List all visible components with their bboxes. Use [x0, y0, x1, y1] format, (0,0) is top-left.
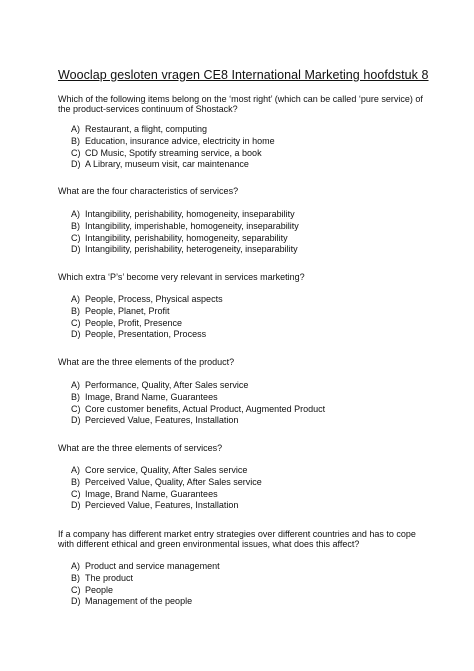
- option-letter: B): [71, 135, 80, 146]
- option-letter: B): [71, 572, 80, 583]
- question-2-options: [71, 209, 299, 256]
- option-letter: A): [71, 561, 80, 571]
- option-c: [71, 148, 275, 160]
- option-text: Product and service management: [85, 561, 220, 571]
- option-letter: A): [71, 294, 80, 304]
- option-d: [71, 244, 299, 256]
- option-a: [71, 465, 262, 477]
- option-letter: C): [71, 488, 81, 499]
- option-letter: D): [71, 159, 81, 170]
- option-text: Core service, Quality, After Sales service: [85, 465, 248, 475]
- question-2-text: What are the four characteristics of services?: [58, 186, 239, 196]
- option-letter: C): [71, 147, 81, 158]
- option-letter: A): [71, 209, 80, 219]
- option-text: Restaurant, a flight, computing: [85, 124, 208, 134]
- option-text: Percieved Value, Features, Installation: [85, 500, 239, 511]
- option-text: Intangibility, perishability, homogeneity, separability: [85, 232, 288, 243]
- option-d: [71, 500, 262, 512]
- page-title: Wooclap gesloten vragen CE8 International Marketing hoofdstuk 8: [58, 68, 429, 82]
- question-3-text: Which extra ‘P’s’ become very relevant in services marketing?: [58, 272, 305, 282]
- option-text: CD Music, Spotify streaming service, a book: [85, 147, 262, 158]
- question-6-text: If a company has different market entry strategies over different countries and has to cope with different ethical and green environmental issues, what does this affect?: [58, 529, 416, 550]
- option-text: Image, Brand Name, Guarantees: [85, 391, 218, 402]
- option-c: [71, 318, 223, 330]
- option-d: [71, 159, 275, 171]
- option-text: People, Profit, Presence: [85, 317, 183, 328]
- question-1-text: Which of the following items belong on the ‘most right’ (which can be called ‘pure service) of the product-services continuum of Shostack?: [58, 94, 423, 115]
- question-5-options: [71, 465, 262, 512]
- option-a: [71, 561, 220, 573]
- option-letter: D): [71, 329, 81, 340]
- option-letter: C): [71, 317, 81, 328]
- option-letter: B): [71, 476, 80, 487]
- question-6-options: [71, 561, 220, 608]
- option-text: Perceived Value, Quality, After Sales service: [85, 476, 262, 487]
- option-c: [71, 233, 299, 245]
- option-c: [71, 585, 220, 597]
- option-b: [71, 573, 220, 585]
- option-d: [71, 415, 325, 427]
- option-d: [71, 596, 220, 608]
- option-text: A Library, museum visit, car maintenance: [85, 159, 249, 170]
- question-1-options: [71, 124, 275, 171]
- option-text: Performance, Quality, After Sales service: [85, 380, 249, 390]
- option-b: [71, 477, 262, 489]
- option-letter: C): [71, 403, 81, 414]
- option-d: [71, 329, 223, 341]
- option-b: [71, 221, 299, 233]
- option-text: People, Presentation, Process: [85, 329, 207, 340]
- option-a: [71, 380, 325, 392]
- question-5-text: What are the three elements of services?: [58, 443, 223, 453]
- option-text: Core customer benefits, Actual Product, Augmented Product: [85, 403, 326, 414]
- option-text: Intangibility, perishability, homogeneity, inseparability: [85, 209, 295, 219]
- question-4-text: What are the three elements of the product?: [58, 357, 235, 367]
- option-letter: D): [71, 244, 81, 255]
- option-text: People, Process, Physical aspects: [85, 294, 223, 304]
- option-letter: A): [71, 465, 80, 475]
- option-a: [71, 124, 275, 136]
- option-text: Intangibility, imperishable, homogeneity, inseparability: [85, 220, 299, 231]
- option-text: People, Planet, Profit: [85, 305, 170, 316]
- option-c: [71, 404, 325, 416]
- option-text: Image, Brand Name, Guarantees: [85, 488, 218, 499]
- option-text: Education, insurance advice, electricity in home: [85, 135, 275, 146]
- option-text: The product: [85, 572, 134, 583]
- option-letter: B): [71, 305, 80, 316]
- question-3-options: [71, 294, 223, 341]
- option-c: [71, 489, 262, 501]
- option-b: [71, 392, 325, 404]
- option-letter: C): [71, 232, 81, 243]
- option-b: [71, 306, 223, 318]
- question-4-options: [71, 380, 325, 427]
- option-b: [71, 136, 275, 148]
- option-letter: C): [71, 584, 81, 595]
- option-text: Intangibility, perishability, heterogeneity, inseparability: [85, 244, 298, 255]
- option-letter: D): [71, 596, 81, 607]
- option-letter: D): [71, 500, 81, 511]
- option-a: [71, 209, 299, 221]
- option-letter: A): [71, 380, 80, 390]
- option-text: Percieved Value, Features, Installation: [85, 415, 239, 426]
- option-letter: D): [71, 415, 81, 426]
- option-letter: B): [71, 220, 80, 231]
- option-text: Management of the people: [85, 596, 193, 607]
- option-a: [71, 294, 223, 306]
- option-letter: A): [71, 124, 80, 134]
- option-text: People: [85, 584, 114, 595]
- option-letter: B): [71, 391, 80, 402]
